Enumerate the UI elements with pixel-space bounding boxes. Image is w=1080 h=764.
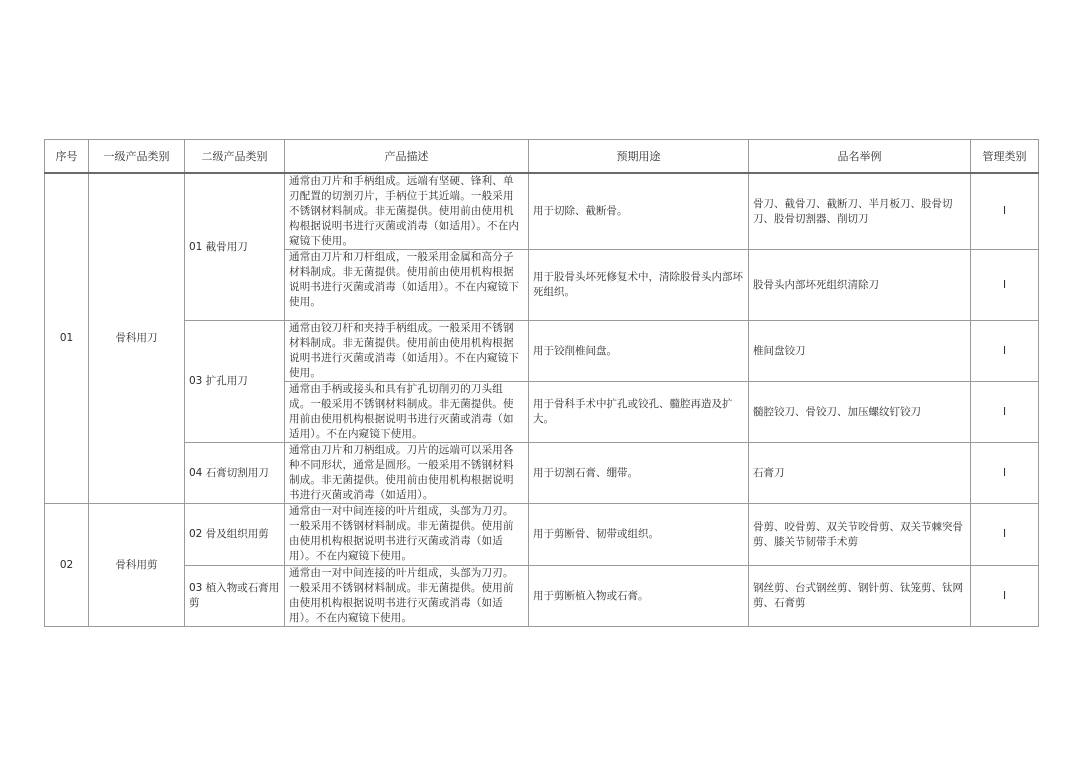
intended-use: 用于股骨头坏死修复术中，清除股骨头内部坏死组织。	[529, 250, 749, 321]
header-intended-use: 预期用途	[529, 140, 749, 174]
secondary-category: 04 石膏切割用刀	[185, 443, 285, 504]
name-examples: 石膏刀	[749, 443, 971, 504]
intended-use: 用于铰削椎间盘。	[529, 321, 749, 382]
table-row	[45, 443, 1039, 504]
table-header-row	[45, 140, 1039, 174]
product-description: 通常由手柄或接头和具有扩孔切削刃的刀头组成。一般采用不锈钢材料制成。非无菌提供。使用前由使用机构根据说明书进行灭菌或消毒（如适用）。不在内窥镜下使用。	[285, 382, 529, 443]
management-class: I	[971, 382, 1039, 443]
table-row	[45, 321, 1039, 382]
name-examples: 髓腔铰刀、骨铰刀、加压螺纹钉铰刀	[749, 382, 971, 443]
name-examples: 骨刀、截骨刀、截断刀、半月板刀、股骨切刀、股骨切割器、削切刀	[749, 173, 971, 250]
header-secondary-category: 二级产品类别	[185, 140, 285, 174]
intended-use: 用于切割石膏、绷带。	[529, 443, 749, 504]
management-class: I	[971, 321, 1039, 382]
management-class: I	[971, 504, 1039, 566]
name-examples: 椎间盘铰刀	[749, 321, 971, 382]
primary-category: 骨科用刀	[89, 173, 185, 504]
management-class: I	[971, 250, 1039, 321]
name-examples: 钢丝剪、台式钢丝剪、钢针剪、钛笼剪、钛网剪、石膏剪	[749, 566, 971, 627]
name-examples: 骨剪、咬骨剪、双关节咬骨剪、双关节棘突骨剪、膝关节韧带手术剪	[749, 504, 971, 566]
serial-number: 01	[45, 173, 89, 504]
header-description: 产品描述	[285, 140, 529, 174]
table-row	[45, 566, 1039, 627]
header-management-class: 管理类别	[971, 140, 1039, 174]
table-row	[45, 173, 1039, 250]
intended-use: 用于切除、截断骨。	[529, 173, 749, 250]
intended-use: 用于骨科手术中扩孔或铰孔、髓腔再造及扩大。	[529, 382, 749, 443]
primary-category: 骨科用剪	[89, 504, 185, 627]
management-class: I	[971, 566, 1039, 627]
header-primary-category: 一级产品类别	[89, 140, 185, 174]
intended-use: 用于剪断植入物或石膏。	[529, 566, 749, 627]
header-examples: 品名举例	[749, 140, 971, 174]
secondary-category: 03 扩孔用刀	[185, 321, 285, 443]
product-description: 通常由一对中间连接的叶片组成，头部为刀刃。一般采用不锈钢材料制成。非无菌提供。使用前由使用机构根据说明书进行灭菌或消毒（如适用）。不在内窥镜下使用。	[285, 566, 529, 627]
product-catalog-table	[44, 139, 1039, 627]
secondary-category: 02 骨及组织用剪	[185, 504, 285, 566]
secondary-category: 03 植入物或石膏用剪	[185, 566, 285, 627]
management-class: I	[971, 173, 1039, 250]
header-serial: 序号	[45, 140, 89, 174]
name-examples: 股骨头内部坏死组织清除刀	[749, 250, 971, 321]
management-class: I	[971, 443, 1039, 504]
product-description: 通常由刀片和刀柄组成。刀片的远端可以采用各种不同形状，通常是圆形。一般采用不锈钢材料制成。非无菌提供。使用前由使用机构根据说明书进行灭菌或消毒（如适用）。	[285, 443, 529, 504]
serial-number: 02	[45, 504, 89, 627]
table-row	[45, 504, 1039, 566]
product-description: 通常由一对中间连接的叶片组成，头部为刀刃。一般采用不锈钢材料制成。非无菌提供。使用前由使用机构根据说明书进行灭菌或消毒（如适用）。不在内窥镜下使用。	[285, 504, 529, 566]
product-description: 通常由铰刀杆和夹持手柄组成。一般采用不锈钢材料制成。非无菌提供。使用前由使用机构根据说明书进行灭菌或消毒（如适用）。不在内窥镜下使用。	[285, 321, 529, 382]
secondary-category: 01 截骨用刀	[185, 173, 285, 321]
product-description: 通常由刀片和刀杆组成，一般采用金属和高分子材料制成。非无菌提供。使用前由使用机构根据说明书进行灭菌或消毒（如适用）。不在内窥镜下使用。	[285, 250, 529, 321]
product-description: 通常由刀片和手柄组成。远端有坚硬、锋利、单刃配置的切割刃片，手柄位于其近端。一般采用不锈钢材料制成。非无菌提供。使用前由使用机构根据说明书进行灭菌或消毒（如适用）。不在内窥镜下使用。	[285, 173, 529, 250]
intended-use: 用于剪断骨、韧带或组织。	[529, 504, 749, 566]
